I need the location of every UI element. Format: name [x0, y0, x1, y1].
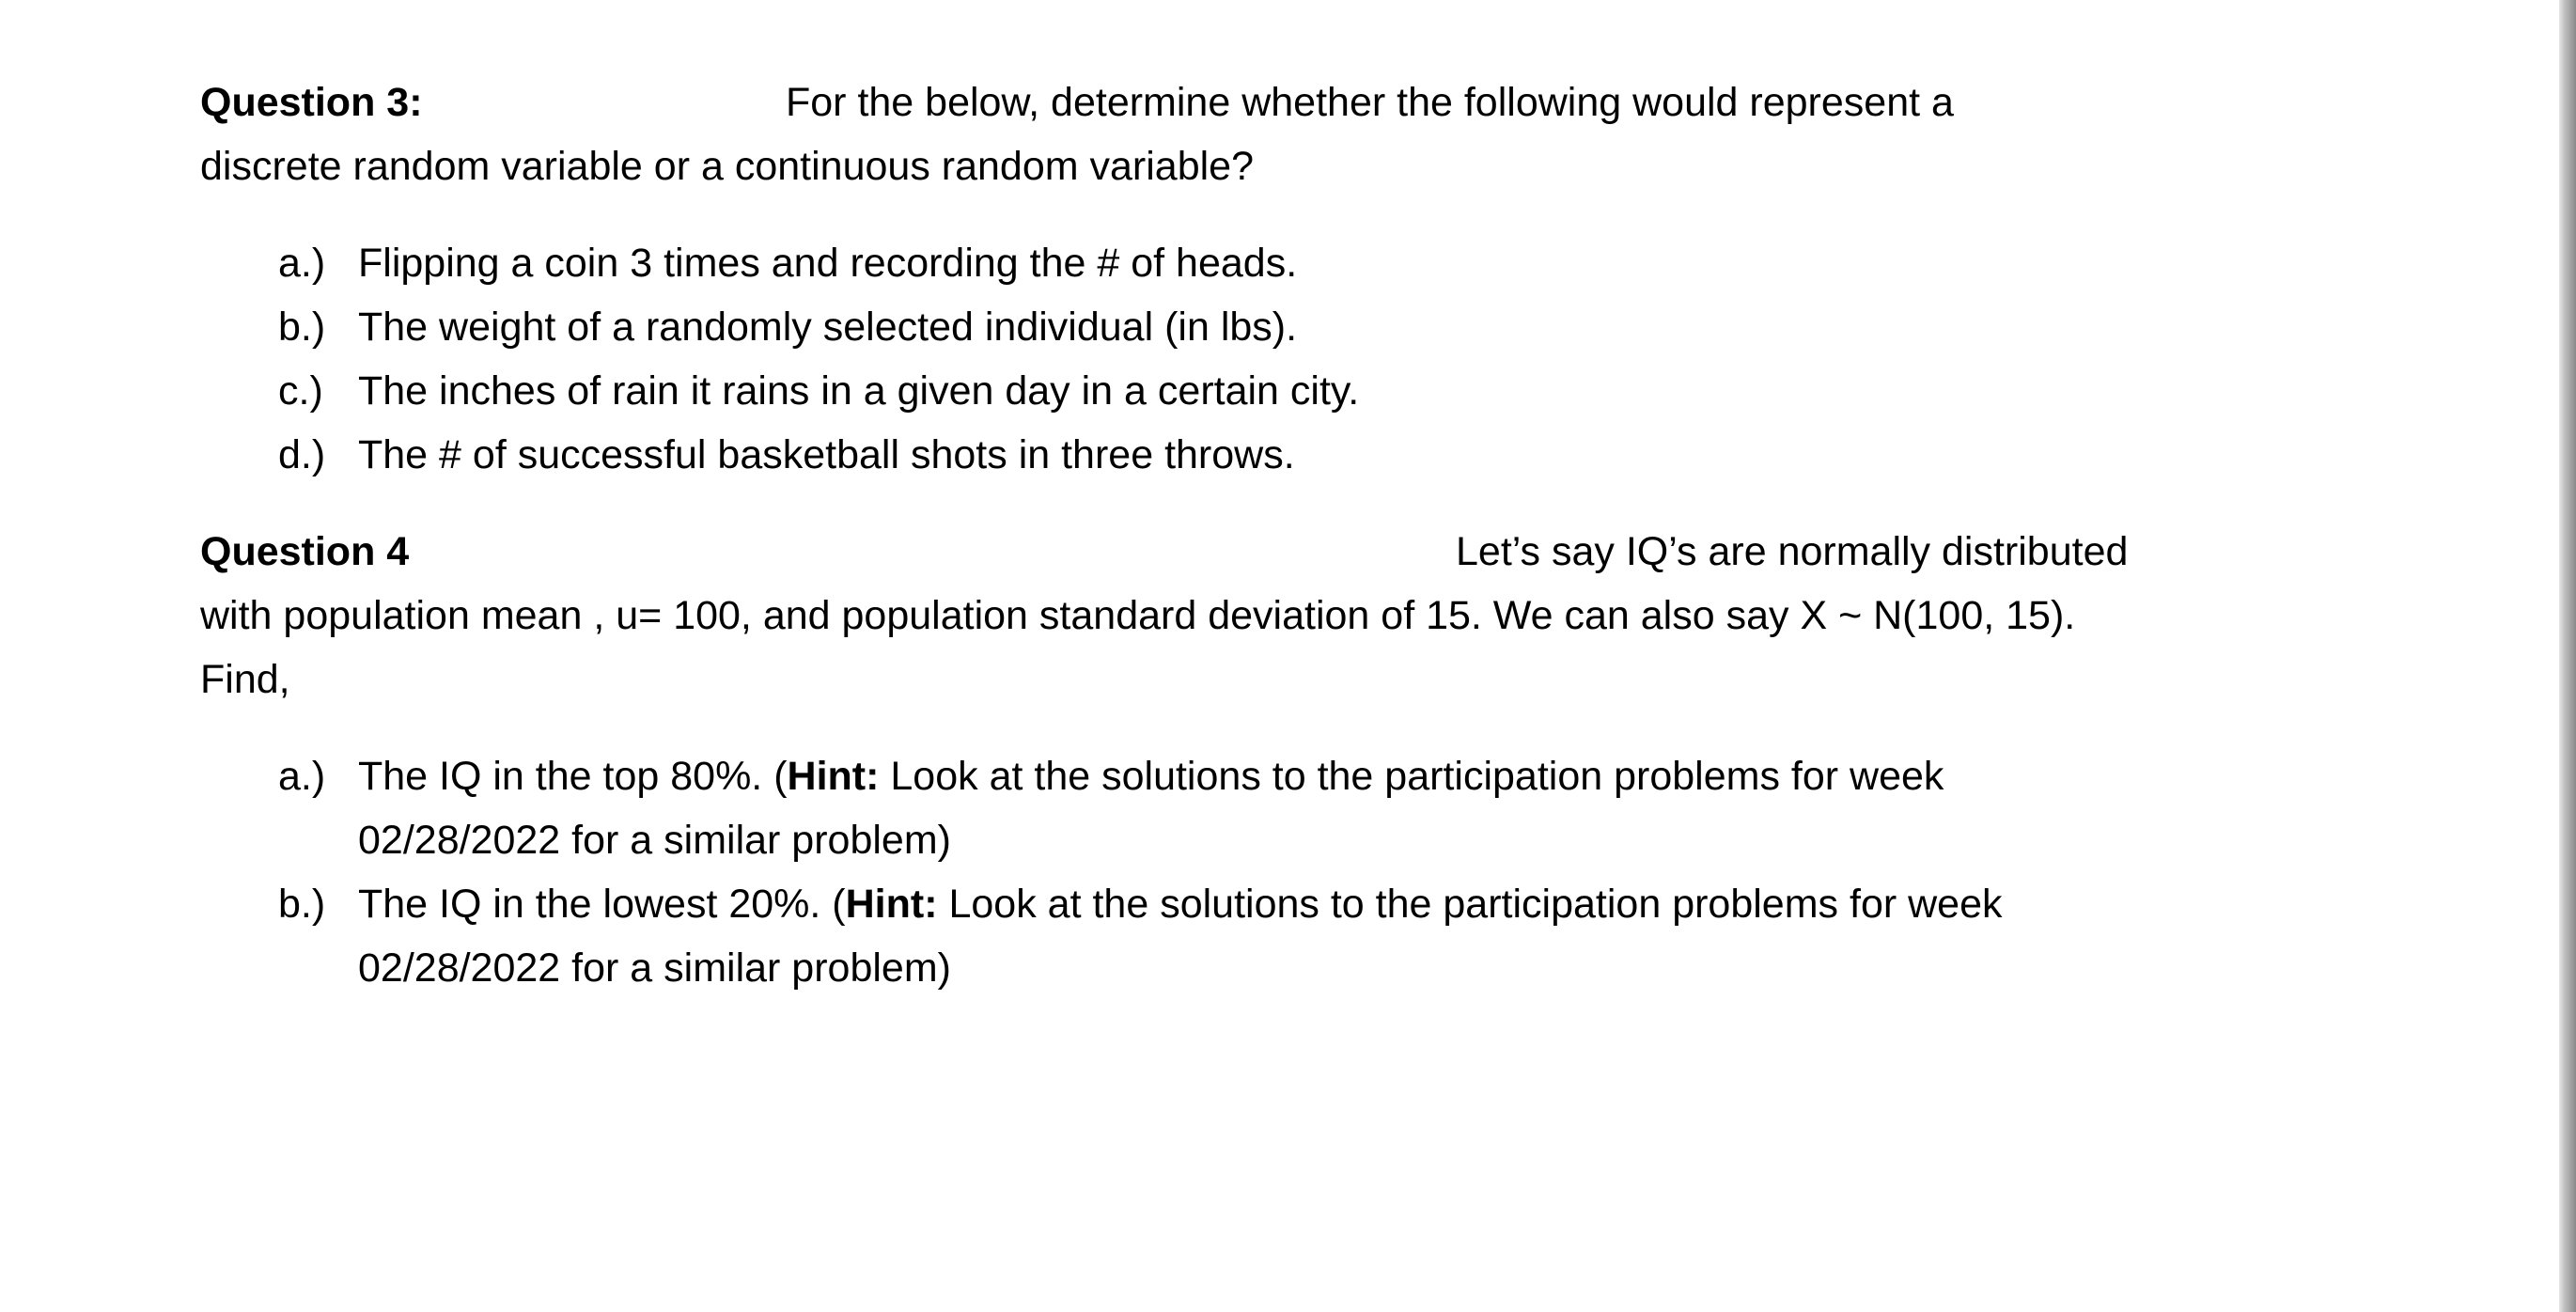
question-3-line-2: discrete random variable or a continuous random variable?	[200, 144, 1255, 189]
question-4-line-2: with population mean , u= 100, and population standard deviation of 15. We can also say X ~ N(100, 15).	[200, 593, 2076, 638]
question-4-line-3: Find,	[200, 657, 290, 702]
question-3-lead: For the below, determine whether the following would represent a	[786, 80, 1954, 125]
question-3-header	[200, 70, 2315, 134]
item-text-post: Look at the solutions to the participation problems for week	[879, 754, 1944, 799]
item-text-post: Look at the solutions to the participation problems for week	[937, 882, 2003, 927]
hint-label: Hint:	[845, 882, 938, 927]
page-edge-shadow	[2559, 0, 2576, 1312]
item-label: b.)	[278, 305, 326, 350]
item-text	[358, 744, 2299, 808]
question-3-list	[278, 231, 2299, 487]
item-text: Flipping a coin 3 times and recording the # of heads.	[358, 241, 1298, 286]
item-text: The inches of rain it rains in a given day in a certain city.	[358, 368, 1360, 414]
question-4-item-b	[278, 872, 2299, 1000]
item-label: a.)	[278, 241, 326, 286]
item-label: c.)	[278, 368, 323, 414]
question-3-item-b	[278, 295, 2299, 359]
hint-label: Hint:	[787, 754, 880, 799]
question-3-item-a	[278, 231, 2299, 295]
item-text-pre: The IQ in the lowest 20%. (	[358, 882, 846, 927]
item-label: d.)	[278, 432, 326, 477]
question-3-item-c	[278, 359, 2299, 423]
question-4-header	[200, 520, 2315, 584]
item-text-continuation: 02/28/2022 for a similar problem)	[358, 818, 951, 863]
item-label: b.)	[278, 882, 326, 927]
item-text-pre: The IQ in the top 80%. (	[358, 754, 788, 799]
item-text-continuation: 02/28/2022 for a similar problem)	[358, 945, 951, 991]
question-4-item-a	[278, 744, 2299, 872]
question-4-title: Question 4	[200, 529, 410, 574]
item-text: The # of successful basketball shots in three throws.	[358, 432, 1295, 477]
question-4-list	[278, 744, 2299, 1000]
question-4-prompt	[200, 520, 2315, 711]
question-3-item-d	[278, 423, 2299, 487]
item-text: The weight of a randomly selected individual (in lbs).	[358, 305, 1298, 350]
question-3-title: Question 3:	[200, 80, 423, 125]
item-text	[358, 872, 2299, 936]
item-label: a.)	[278, 754, 326, 799]
question-4-lead: Let’s say IQ’s are normally distributed	[1456, 529, 2129, 574]
question-3-prompt	[200, 70, 2315, 198]
